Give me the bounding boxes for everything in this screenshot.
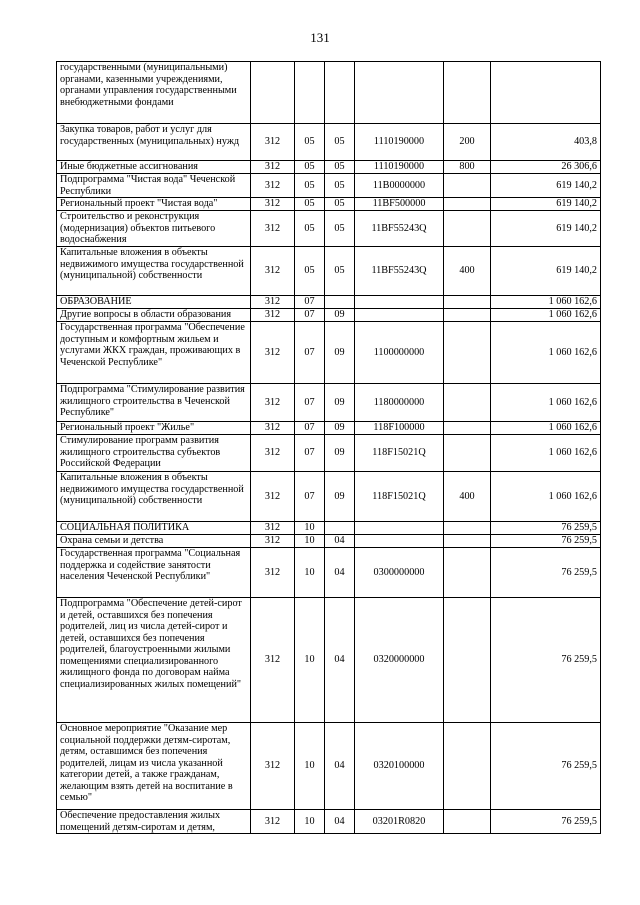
ministry-code: 312 — [251, 435, 295, 472]
expense-type-code — [444, 211, 491, 247]
row-name: ОБРАЗОВАНИЕ — [57, 296, 251, 309]
ministry-code: 312 — [251, 522, 295, 535]
row-name: Государственная программа "Обеспечение доступным и комфортным жильем и услугами ЖКХ граждан, проживающих в Чеченской Республике" — [57, 322, 251, 384]
subsection-code: 05 — [325, 174, 355, 198]
ministry-code: 312 — [251, 598, 295, 723]
target-article-code: 118F15021Q — [355, 472, 444, 522]
expense-type-code — [444, 810, 491, 834]
row-name: Обеспечение предоставления жилых помещений детям-сиротам и детям, — [57, 810, 251, 834]
ministry-code: 312 — [251, 174, 295, 198]
section-code: 07 — [295, 309, 325, 322]
expense-type-code — [444, 435, 491, 472]
ministry-code: 312 — [251, 247, 295, 296]
section-code: 10 — [295, 598, 325, 723]
row-name: Подпрограмма "Обеспечение детей-сирот и детей, оставшихся без попечения родителей, лиц из числа детей-сирот и детей, оставшихся без попечения родителей, благоустроенными жилыми помещениями специализированного жилищного фонда по договорам найма специализированных жилых помещений" — [57, 598, 251, 723]
row-name: Охрана семьи и детства — [57, 535, 251, 548]
expense-type-code — [444, 198, 491, 211]
amount: 26 306,6 — [491, 161, 601, 174]
target-article-code: 0320100000 — [355, 723, 444, 810]
amount: 1 060 162,6 — [491, 322, 601, 384]
subsection-code: 04 — [325, 723, 355, 810]
amount: 76 259,5 — [491, 810, 601, 834]
subsection-code: 09 — [325, 472, 355, 522]
ministry-code: 312 — [251, 535, 295, 548]
table-row — [57, 174, 601, 198]
table-row — [57, 322, 601, 384]
row-name: Стимулирование программ развития жилищного строительства субъектов Российской Федерации — [57, 435, 251, 472]
target-article-code — [355, 62, 444, 124]
expense-type-code: 400 — [444, 472, 491, 522]
target-article-code: 03201R0820 — [355, 810, 444, 834]
expense-type-code — [444, 309, 491, 322]
ministry-code: 312 — [251, 472, 295, 522]
table-row — [57, 472, 601, 522]
section-code: 05 — [295, 211, 325, 247]
row-name: Региональный проект "Жилье" — [57, 422, 251, 435]
section-code: 07 — [295, 472, 325, 522]
subsection-code: 04 — [325, 810, 355, 834]
amount: 1 060 162,6 — [491, 296, 601, 309]
section-code: 05 — [295, 124, 325, 161]
row-name: Закупка товаров, работ и услуг для государственных (муниципальных) нужд — [57, 124, 251, 161]
ministry-code: 312 — [251, 810, 295, 834]
row-name: Подпрограмма "Чистая вода" Чеченской Республики — [57, 174, 251, 198]
table-row — [57, 309, 601, 322]
target-article-code: 1180000000 — [355, 384, 444, 422]
expense-type-code — [444, 598, 491, 723]
amount: 619 140,2 — [491, 211, 601, 247]
amount: 619 140,2 — [491, 198, 601, 211]
amount: 76 259,5 — [491, 535, 601, 548]
target-article-code: 118F100000 — [355, 422, 444, 435]
target-article-code — [355, 522, 444, 535]
subsection-code: 05 — [325, 211, 355, 247]
table-row — [57, 211, 601, 247]
ministry-code: 312 — [251, 548, 295, 598]
subsection-code: 04 — [325, 598, 355, 723]
subsection-code — [325, 62, 355, 124]
amount: 1 060 162,6 — [491, 435, 601, 472]
amount: 76 259,5 — [491, 723, 601, 810]
table-row — [57, 247, 601, 296]
expense-type-code — [444, 723, 491, 810]
target-article-code — [355, 296, 444, 309]
row-name: Капитальные вложения в объекты недвижимого имущества государственной (муниципальной) собственности — [57, 247, 251, 296]
ministry-code: 312 — [251, 422, 295, 435]
expense-type-code: 200 — [444, 124, 491, 161]
subsection-code: 05 — [325, 124, 355, 161]
subsection-code: 05 — [325, 247, 355, 296]
table-row — [57, 198, 601, 211]
target-article-code: 1100000000 — [355, 322, 444, 384]
row-name: Другие вопросы в области образования — [57, 309, 251, 322]
ministry-code: 312 — [251, 211, 295, 247]
table-row — [57, 548, 601, 598]
expense-type-code — [444, 535, 491, 548]
subsection-code: 04 — [325, 548, 355, 598]
table-row — [57, 422, 601, 435]
target-article-code: 11ВF500000 — [355, 198, 444, 211]
subsection-code: 09 — [325, 322, 355, 384]
amount: 76 259,5 — [491, 522, 601, 535]
row-name: Капитальные вложения в объекты недвижимого имущества государственной (муниципальной) собственности — [57, 472, 251, 522]
section-code: 05 — [295, 247, 325, 296]
subsection-code: 05 — [325, 198, 355, 211]
row-name: Региональный проект "Чистая вода" — [57, 198, 251, 211]
row-name: СОЦИАЛЬНАЯ ПОЛИТИКА — [57, 522, 251, 535]
table-row — [57, 62, 601, 124]
ministry-code: 312 — [251, 198, 295, 211]
expense-type-code — [444, 62, 491, 124]
ministry-code: 312 — [251, 384, 295, 422]
target-article-code — [355, 535, 444, 548]
row-name: Основное мероприятие "Оказание мер социальной поддержки детям-сиротам, детям, оставшимся без попечения родителей, лицам из числа указанной категории детей, а также гражданам, желающим взять детей на воспитание в семью" — [57, 723, 251, 810]
amount: 1 060 162,6 — [491, 309, 601, 322]
section-code: 07 — [295, 435, 325, 472]
ministry-code: 312 — [251, 723, 295, 810]
subsection-code — [325, 522, 355, 535]
amount: 1 060 162,6 — [491, 384, 601, 422]
table-row — [57, 723, 601, 810]
target-article-code: 118F15021Q — [355, 435, 444, 472]
target-article-code — [355, 309, 444, 322]
table-row — [57, 598, 601, 723]
amount: 76 259,5 — [491, 598, 601, 723]
ministry-code: 312 — [251, 296, 295, 309]
ministry-code: 312 — [251, 124, 295, 161]
target-article-code: 11ВF55243Q — [355, 211, 444, 247]
amount: 1 060 162,6 — [491, 422, 601, 435]
subsection-code: 09 — [325, 435, 355, 472]
row-name: Иные бюджетные ассигнования — [57, 161, 251, 174]
table-row — [57, 435, 601, 472]
section-code: 05 — [295, 161, 325, 174]
section-code: 10 — [295, 810, 325, 834]
subsection-code: 05 — [325, 161, 355, 174]
section-code: 10 — [295, 548, 325, 598]
target-article-code: 0320000000 — [355, 598, 444, 723]
section-code: 05 — [295, 174, 325, 198]
expense-type-code — [444, 384, 491, 422]
section-code: 10 — [295, 535, 325, 548]
amount — [491, 62, 601, 124]
target-article-code: 11ВF55243Q — [355, 247, 444, 296]
row-name: Государственная программа "Социальная поддержка и содействие занятости населения Чеченской Республики" — [57, 548, 251, 598]
page-number: 131 — [310, 30, 330, 45]
amount: 76 259,5 — [491, 548, 601, 598]
subsection-code: 09 — [325, 309, 355, 322]
expense-type-code: 400 — [444, 247, 491, 296]
row-name: государственными (муниципальными) органами, казенными учреждениями, органами управления государственными внебюджетными фондами — [57, 62, 251, 124]
ministry-code: 312 — [251, 322, 295, 384]
subsection-code: 04 — [325, 535, 355, 548]
subsection-code: 09 — [325, 422, 355, 435]
ministry-code: 312 — [251, 161, 295, 174]
expense-type-code — [444, 296, 491, 309]
expense-type-code — [444, 422, 491, 435]
subsection-code: 09 — [325, 384, 355, 422]
amount: 403,8 — [491, 124, 601, 161]
expense-type-code — [444, 548, 491, 598]
ministry-code: 312 — [251, 309, 295, 322]
row-name: Строительство и реконструкция (модернизация) объектов питьевого водоснабжения — [57, 211, 251, 247]
expense-type-code — [444, 322, 491, 384]
target-article-code: 1110190000 — [355, 124, 444, 161]
row-name: Подпрограмма "Стимулирование развития жилищного строительства в Чеченской Республике" — [57, 384, 251, 422]
section-code: 10 — [295, 723, 325, 810]
section-code: 07 — [295, 422, 325, 435]
table-row — [57, 384, 601, 422]
target-article-code: 0300000000 — [355, 548, 444, 598]
section-code: 07 — [295, 322, 325, 384]
expense-type-code: 800 — [444, 161, 491, 174]
section-code: 05 — [295, 198, 325, 211]
expense-type-code — [444, 522, 491, 535]
table-row — [57, 535, 601, 548]
table-row — [57, 522, 601, 535]
table-row — [57, 161, 601, 174]
subsection-code — [325, 296, 355, 309]
amount: 1 060 162,6 — [491, 472, 601, 522]
expense-type-code — [444, 174, 491, 198]
table-row — [57, 810, 601, 834]
section-code — [295, 62, 325, 124]
target-article-code: 11В0000000 — [355, 174, 444, 198]
section-code: 07 — [295, 384, 325, 422]
section-code: 07 — [295, 296, 325, 309]
section-code: 10 — [295, 522, 325, 535]
table-row — [57, 296, 601, 309]
budget-table — [56, 61, 601, 834]
ministry-code — [251, 62, 295, 124]
amount: 619 140,2 — [491, 174, 601, 198]
amount: 619 140,2 — [491, 247, 601, 296]
table-row — [57, 124, 601, 161]
target-article-code: 1110190000 — [355, 161, 444, 174]
